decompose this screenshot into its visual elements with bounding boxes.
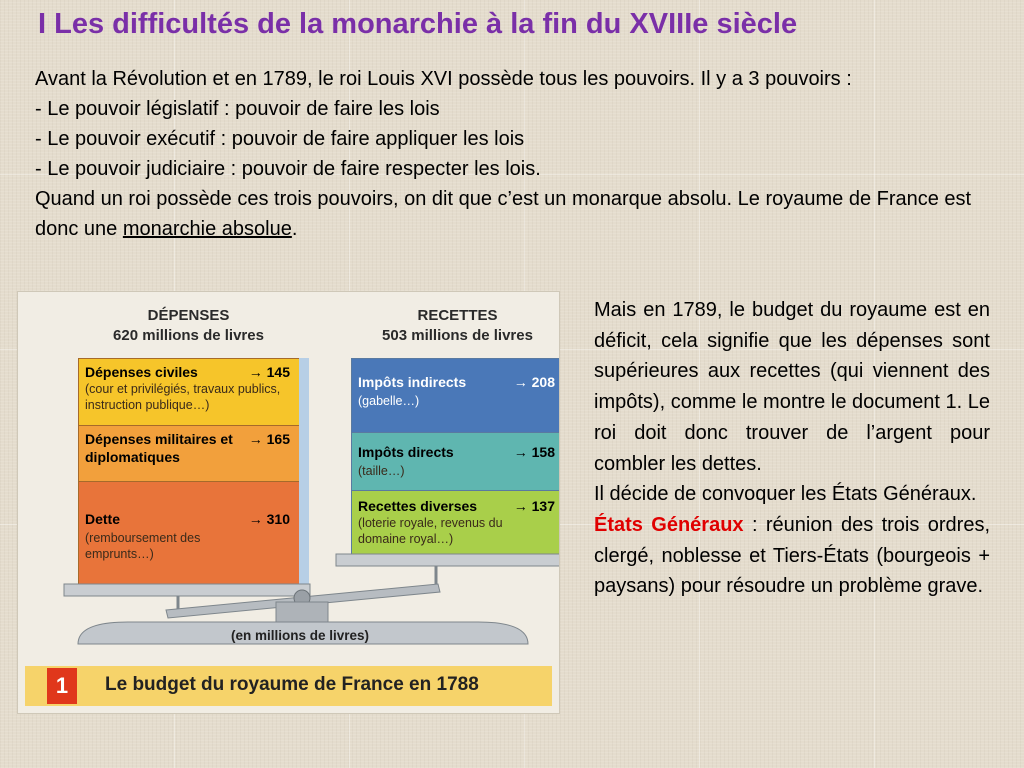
definition-text: : réunion des trois ordres, clergé, noblesse et Tiers-États (bourgeois + paysans) pour résoudre un problème grave. bbox=[594, 513, 990, 598]
recettes-total: 503 millions de livres bbox=[382, 327, 533, 344]
intro-text bbox=[35, 64, 985, 244]
slide-title: I Les difficultés de la monarchie à la fin du XVIIIe siècle bbox=[38, 8, 798, 40]
bar-sub: (loterie royale, revenus du domaine royal…) bbox=[358, 516, 503, 546]
bar-label: Dépenses civiles bbox=[85, 364, 198, 380]
power-legislative: - Le pouvoir législatif : pouvoir de faire les lois bbox=[35, 98, 440, 120]
balance-scale bbox=[18, 292, 559, 713]
bar-sub: (remboursement des emprunts…) bbox=[85, 531, 201, 561]
deficit-paragraph: Mais en 1789, le budget du royaume est en déficit, cela signifie que les dépenses sont supérieures aux recettes (qui viennent des impôts), comme le montre le document 1. Le roi doit donc trouver de l’argent pour combler les dettes. bbox=[594, 299, 990, 475]
bar-value: → 137 bbox=[513, 498, 555, 514]
power-executive: - Le pouvoir exécutif : pouvoir de faire appliquer les lois bbox=[35, 128, 525, 150]
definition-paragraph bbox=[594, 510, 990, 602]
bar-label: Dépenses militaires et diplomatiques bbox=[85, 431, 233, 465]
figure-canvas bbox=[18, 292, 559, 713]
bar-value: → 145 bbox=[248, 364, 290, 380]
depenses-title: DÉPENSES bbox=[147, 307, 230, 324]
depenses-total: 620 millions de livres bbox=[113, 327, 264, 344]
bar-value: → 158 bbox=[513, 444, 555, 460]
bar-label: Impôts directs bbox=[358, 444, 454, 460]
scale-right-pan bbox=[336, 554, 559, 566]
bar-sub: (gabelle…) bbox=[358, 394, 420, 408]
intro-line: Avant la Révolution et en 1789, le roi Louis XVI possède tous les pouvoirs. Il y a 3 pouvoirs : bbox=[35, 68, 852, 90]
scale-stand bbox=[276, 602, 328, 622]
bar-label: Impôts indirects bbox=[358, 374, 467, 390]
unit-label: (en millions de livres) bbox=[231, 628, 370, 643]
budget-figure bbox=[17, 291, 560, 714]
bar-sub: (taille…) bbox=[358, 464, 405, 478]
recettes-title: RECETTES bbox=[417, 307, 498, 324]
term-monarchie-absolue: monarchie absolue bbox=[122, 218, 292, 240]
conclusion-period: . bbox=[291, 218, 298, 240]
conclusion-text: Quand un roi possède ces trois pouvoirs, on dit que c’est un monarque absolu. Le royaume de France est donc une bbox=[35, 188, 972, 240]
bar-sub: (cour et privilégiés, travaux publics, instruction publique…) bbox=[85, 382, 281, 412]
bar-label: Dette bbox=[85, 511, 121, 527]
term-etats-generaux: États Généraux bbox=[594, 513, 744, 536]
intro-conclusion bbox=[35, 184, 985, 244]
caption-text: Le budget du royaume de France en 1788 bbox=[105, 674, 479, 695]
budget-explanation bbox=[594, 295, 990, 602]
bar-value: → 165 bbox=[248, 431, 290, 447]
scale-left-pan bbox=[64, 584, 310, 596]
bar-value: → 310 bbox=[248, 511, 290, 527]
bar-value: → 208 bbox=[513, 374, 555, 390]
etats-generaux-paragraph: Il décide de convoquer les États Généraux. bbox=[594, 483, 977, 506]
bar-label: Recettes diverses bbox=[358, 498, 478, 514]
power-judicial: - Le pouvoir judiciaire : pouvoir de faire respecter les lois. bbox=[35, 158, 541, 180]
caption-number: 1 bbox=[47, 668, 77, 704]
